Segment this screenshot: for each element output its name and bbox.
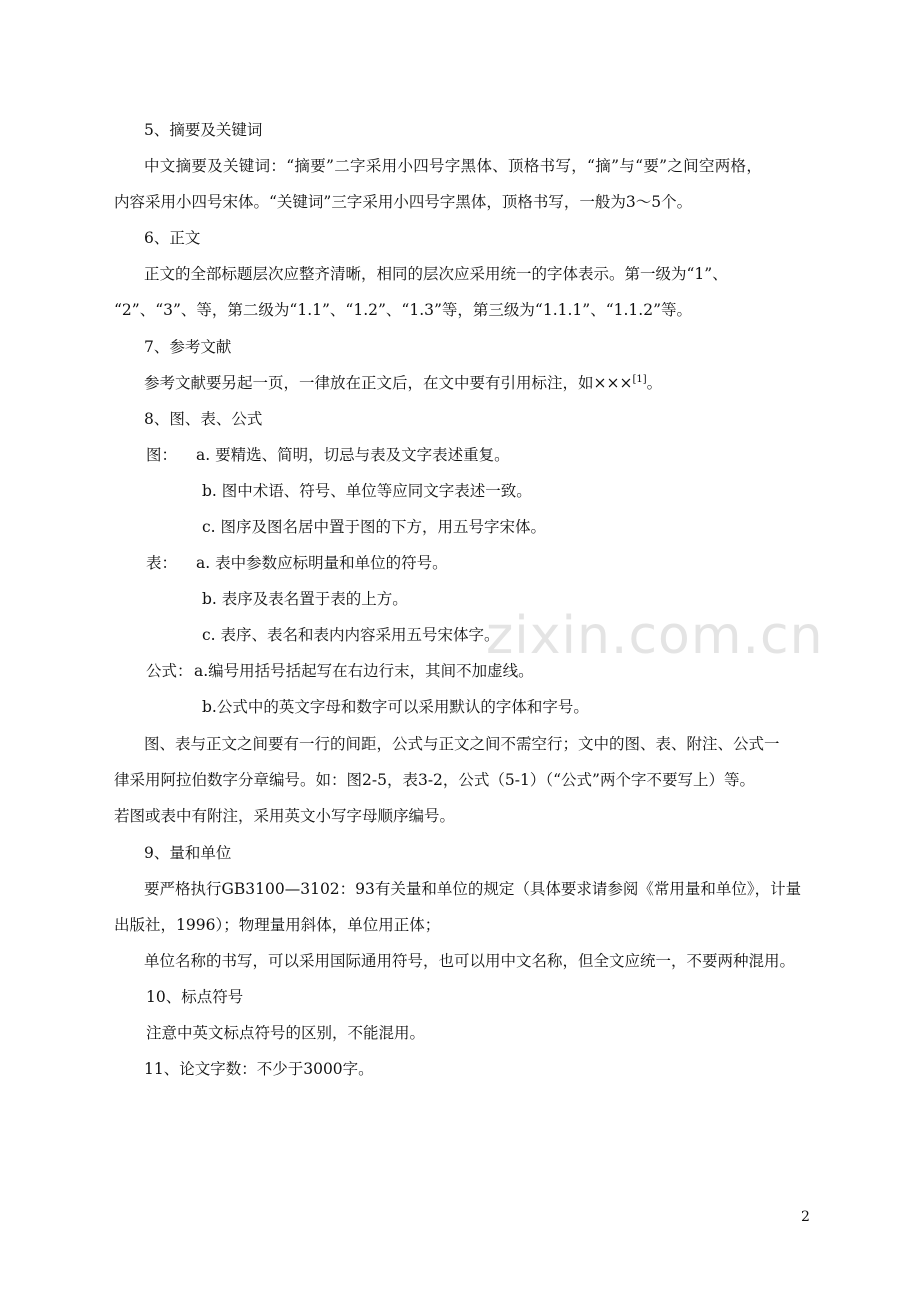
figure-rule-a: a. 要精选、简明，切忌与表及文字表述重复。 [196, 446, 510, 464]
section-8-heading: 8、图、表、公式 [144, 410, 263, 428]
table-rule-a: a. 表中参数应标明量和单位的符号。 [196, 554, 448, 572]
section-8-paragraph-line-2: 律采用阿拉伯数字分章编号。如：图2-5，表3-2，公式（5-1）（“公式”两个字不要写上）等。 [114, 771, 755, 789]
table-rule-c: c. 表序、表名和表内内容采用五号宋体字。 [202, 626, 500, 644]
section-7-text-end: 。 [646, 374, 663, 392]
section-7-paragraph [144, 373, 662, 393]
section-5-heading: 5、摘要及关键词 [144, 121, 263, 139]
section-5-paragraph-line-1: 中文摘要及关键词：“摘要”二字采用小四号字黑体、顶格书写，“摘”与“要”之间空两格， [144, 157, 763, 175]
section-7-heading: 7、参考文献 [144, 338, 232, 356]
figure-rule-b: b. 图中术语、符号、单位等应同文字表述一致。 [202, 482, 532, 500]
watermark: zixin.com.cn [486, 606, 824, 666]
formula-rule-b: b.公式中的英文字母和数字可以采用默认的字体和字号。 [202, 698, 589, 716]
page-number: 2 [801, 1209, 810, 1225]
section-5-paragraph-line-2: 内容采用小四号宋体。“关键词”三字采用小四号字黑体，顶格书写，一般为3～5个。 [114, 193, 693, 211]
section-6-paragraph-line-1: 正文的全部标题层次应整齐清晰，相同的层次应采用统一的字体表示。第一级为“1”、 [144, 265, 728, 283]
citation-marker: [1] [632, 374, 647, 385]
section-10-heading: 10、标点符号 [146, 988, 244, 1006]
section-6-paragraph-line-2: “2”、“3”、等，第二级为“1.1”、“1.2”、“1.3”等，第三级为“1.1.1”、“1.1.2”等。 [114, 301, 692, 319]
section-6-heading: 6、正文 [144, 229, 201, 247]
section-9-paragraph-line-2: 出版社，1996）；物理量用斜体，单位用正体； [114, 916, 441, 934]
section-7-text: 参考文献要另起一页，一律放在正文后，在文中要有引用标注，如××× [144, 374, 633, 392]
figure-label: 图： [146, 446, 178, 464]
section-9-paragraph-line-1: 要严格执行GB3100—3102：93有关量和单位的规定（具体要求请参阅《常用量和单位》，计量 [144, 880, 802, 898]
section-8-paragraph-line-3: 若图或表中有附注，采用英文小写字母顺序编号。 [114, 807, 456, 825]
section-9-heading: 9、量和单位 [144, 844, 232, 862]
figure-rule-c: c. 图序及图名居中置于图的下方，用五号字宋体。 [202, 518, 547, 536]
formula-label: 公式： [146, 662, 193, 680]
section-8-paragraph-line-1: 图、表与正文之间要有一行的间距，公式与正文之间不需空行；文中的图、表、附注、公式一 [144, 735, 780, 753]
table-rule-b: b. 表序及表名置于表的上方。 [202, 590, 408, 608]
section-9-paragraph-2: 单位名称的书写，可以采用国际通用符号，也可以用中文名称，但全文应统一，不要两种混用。 [144, 952, 796, 970]
section-10-paragraph: 注意中英文标点符号的区别，不能混用。 [146, 1024, 426, 1042]
section-11-heading: 11、论文字数：不少于3000字。 [144, 1060, 374, 1078]
table-label: 表： [146, 554, 178, 572]
formula-rule-a: a.编号用括号括起写在右边行末，其间不加虚线。 [194, 662, 534, 680]
